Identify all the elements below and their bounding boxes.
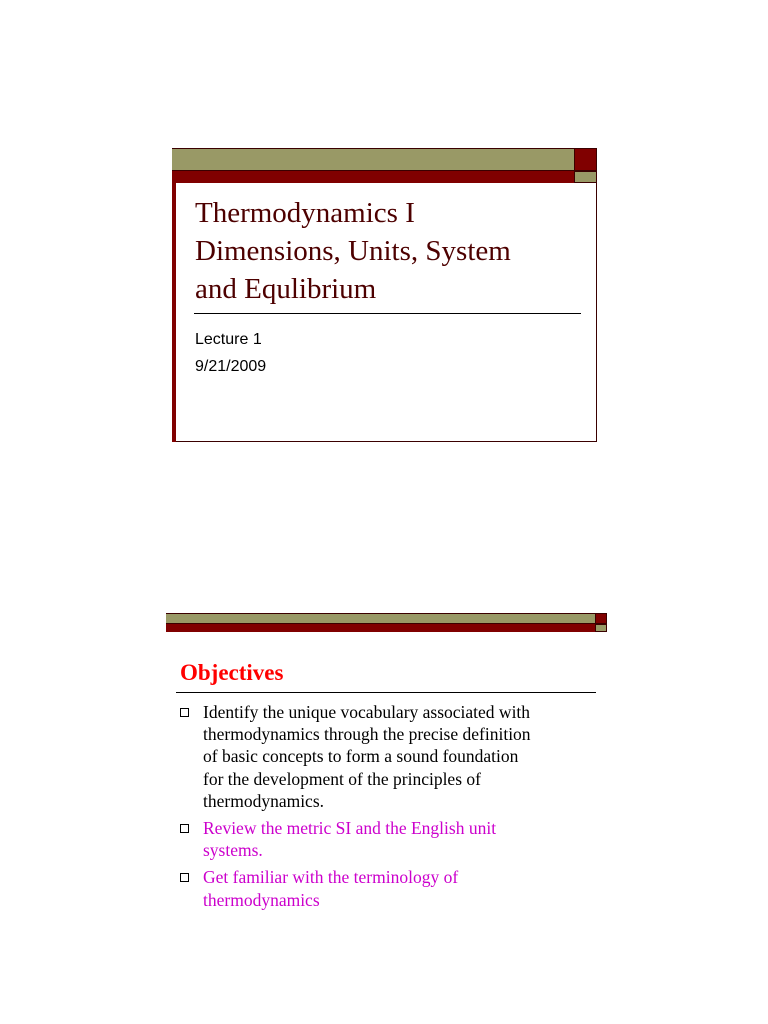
slide-2-header-olive-band — [166, 613, 595, 624]
objective-item-2 — [180, 817, 600, 861]
objective-2-line-1: Review the metric SI and the English unit — [203, 818, 497, 839]
slide-2-corner-olive-square — [595, 624, 607, 632]
square-bullet-icon — [180, 824, 189, 833]
slide-2-header-maroon-band — [166, 624, 595, 632]
square-bullet-icon — [180, 708, 189, 717]
objective-1-line-2: thermodynamics through the precise definition — [203, 724, 531, 745]
slide-1-header-olive-band — [172, 148, 574, 171]
objective-item-1 — [180, 701, 600, 812]
objectives-list — [180, 701, 600, 916]
slide-2-corner-maroon-square — [595, 613, 607, 624]
slide-2-heading-divider — [176, 692, 596, 693]
objective-1-line-1: Identify the unique vocabulary associated with — [203, 702, 531, 722]
objective-1-line-3: of basic concepts to form a sound foundation — [203, 746, 519, 767]
slide-1-title — [195, 194, 590, 308]
objective-2-line-2: systems. — [203, 840, 263, 861]
slide-1-title-line-2: Dimensions, Units, System — [195, 235, 511, 267]
objective-1-line-5: thermodynamics. — [203, 790, 325, 811]
slide-2-heading: Objectives — [180, 660, 284, 685]
lecture-label: Lecture 1 — [195, 331, 262, 348]
objective-3-line-1: Get familiar with the terminology of — [203, 867, 459, 888]
slide-1-corner-maroon-square — [574, 148, 597, 171]
slide-1-title-divider — [194, 313, 581, 314]
square-bullet-icon — [180, 873, 189, 882]
slide-1-left-accent-bar — [172, 171, 176, 442]
slide-1-title-line-3: and Equlibrium — [195, 273, 377, 305]
slide-1-corner-olive-square — [574, 171, 597, 183]
slide-1-subtitle — [195, 326, 266, 380]
lecture-date: 9/21/2009 — [195, 358, 267, 375]
slide-1-header-maroon-band — [172, 171, 574, 183]
objective-3-line-2: thermodynamics — [203, 889, 320, 910]
objective-1-line-4: for the development of the principles of — [203, 768, 481, 789]
objective-item-3 — [180, 866, 600, 910]
slide-1-title-line-1: Thermodynamics I — [195, 197, 415, 229]
